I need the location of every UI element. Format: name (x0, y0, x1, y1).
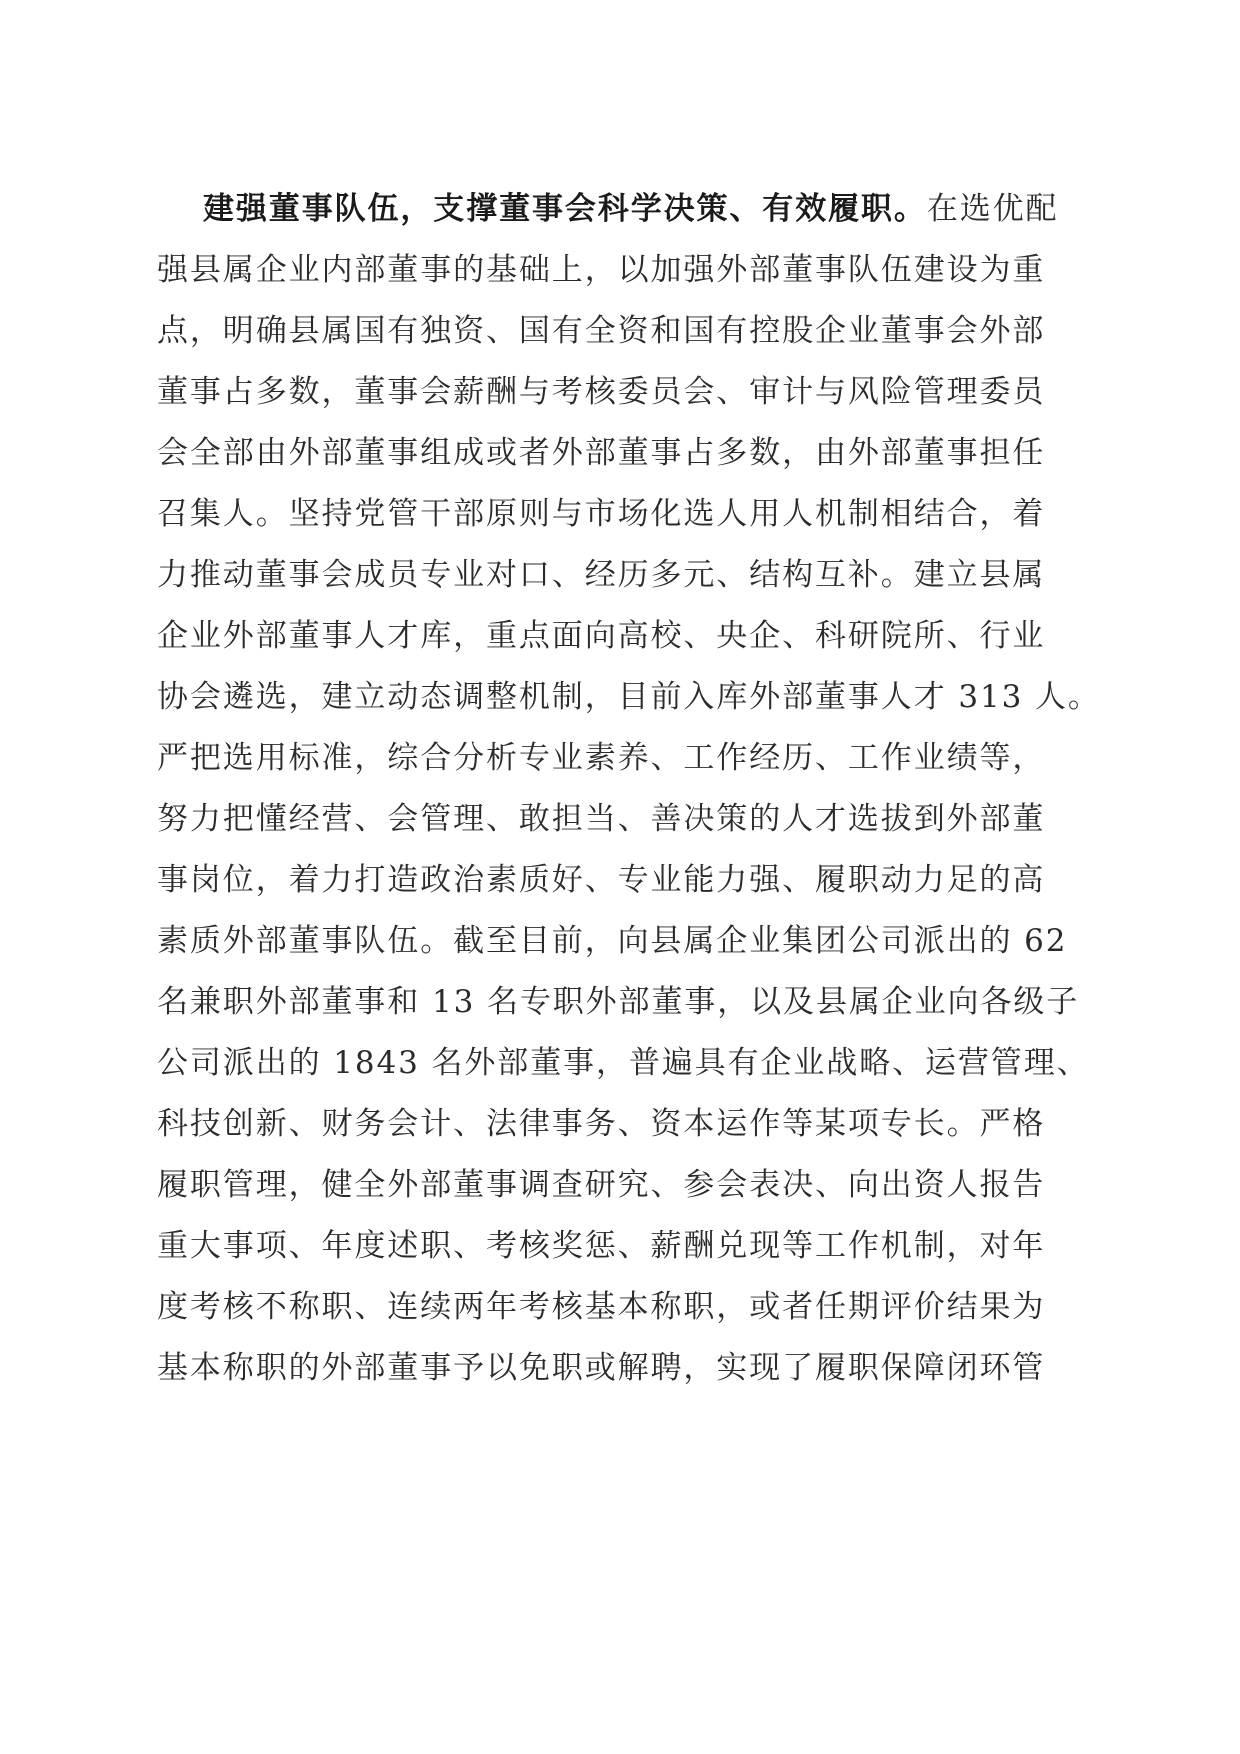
paragraph-line: 名兼职外部董事和 13 名专职外部董事，以及县属企业向各级子 (157, 984, 1080, 1020)
paragraph-line: 重大事项、年度述职、考核奖惩、薪酬兑现等工作机制，对年 (157, 1228, 1046, 1264)
paragraph-line: 科技创新、财务会计、法律事务、资本运作等某项专长。严格 (157, 1106, 1046, 1142)
paragraph-line: 基本称职的外部董事予以免职或解聘，实现了履职保障闭环管 (157, 1350, 1046, 1386)
paragraph-line: 素质外部董事队伍。截至目前，向县属企业集团公司派出的 62 (157, 923, 1068, 959)
paragraph-heading: 建强董事队伍，支撑董事会科学决策、有效履职。 (203, 191, 927, 227)
paragraph-line: 度考核不称职、连续两年考核基本称职，或者任期评价结果为 (157, 1289, 1046, 1325)
paragraph-line: 公司派出的 1843 名外部董事，普遍具有企业战略、运营管理、 (157, 1045, 1090, 1081)
paragraph-line: 力推动董事会成员专业对口、经历多元、结构互补。建立县属 (157, 557, 1046, 593)
paragraph-line (203, 187, 1058, 231)
paragraph-line: 严把选用标准，综合分析专业素养、工作经历、工作业绩等， (157, 740, 1046, 776)
paragraph-line: 董事占多数，董事会薪酬与考核委员会、审计与风险管理委员 (157, 374, 1046, 410)
paragraph-line: 召集人。坚持党管干部原则与市场化选人用人机制相结合，着 (157, 496, 1046, 532)
paragraph-line: 企业外部董事人才库，重点面向高校、央企、科研院所、行业 (157, 618, 1046, 654)
paragraph-line: 事岗位，着力打造政治素质好、专业能力强、履职动力足的高 (157, 862, 1046, 898)
paragraph-line: 点，明确县属国有独资、国有全资和国有控股企业董事会外部 (157, 313, 1046, 349)
paragraph-line: 强县属企业内部董事的基础上，以加强外部董事队伍建设为重 (157, 252, 1046, 288)
paragraph-line: 履职管理，健全外部董事调查研究、参会表决、向出资人报告 (157, 1167, 1046, 1203)
paragraph-line: 努力把懂经营、会管理、敢担当、善决策的人才选拔到外部董 (157, 801, 1046, 837)
paragraph-line: 协会遴选，建立动态调整机制，目前入库外部董事人才 313 人。 (157, 679, 1101, 715)
paragraph-line: 会全部由外部董事组成或者外部董事占多数，由外部董事担任 (157, 435, 1046, 471)
paragraph-text: 在选优配 (926, 191, 1059, 227)
